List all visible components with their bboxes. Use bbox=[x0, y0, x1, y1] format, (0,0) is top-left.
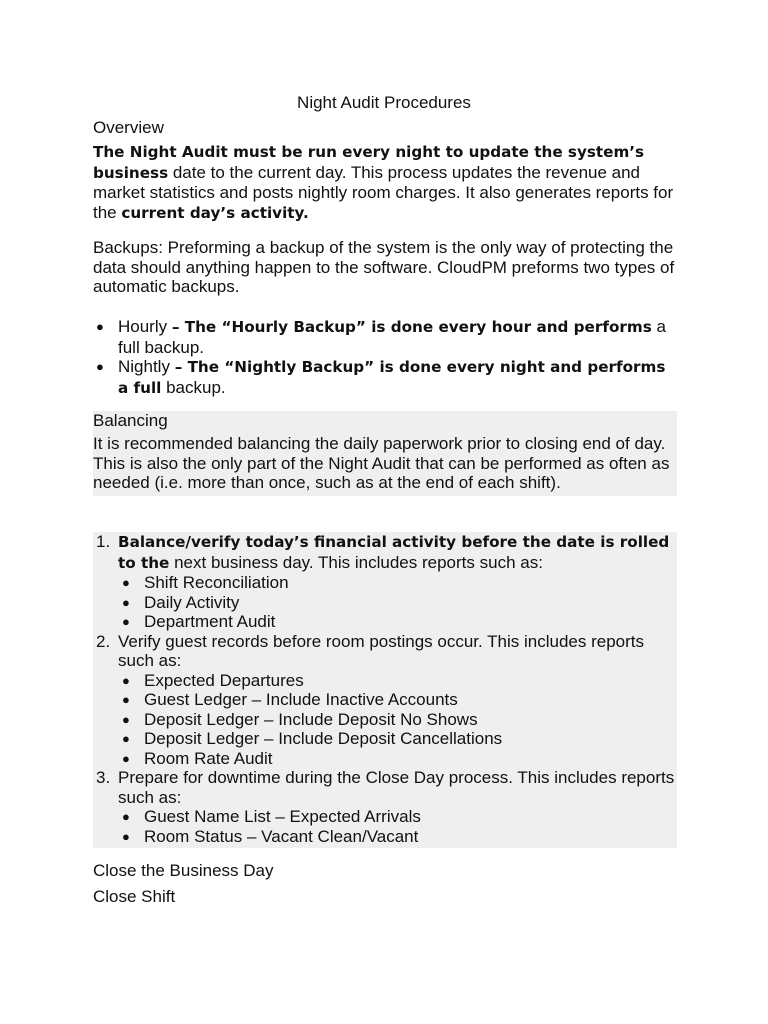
bullet-icon: ● bbox=[122, 750, 130, 766]
list-item: ● Guest Name List – Expected Arrivals bbox=[122, 807, 421, 826]
report-sublist bbox=[93, 573, 677, 632]
bullet-icon: ● bbox=[122, 594, 130, 610]
overview-heading: Overview bbox=[93, 118, 164, 137]
report-sublist bbox=[93, 807, 677, 846]
backup-types-list bbox=[93, 317, 677, 398]
balancing-paragraph: It is recommended balancing the daily paperwork prior to closing end of day. This is also the only part of the Night Audit that can be performed as often as needed (i.e. more than once, such as at the end of each shift). bbox=[93, 434, 670, 492]
list-item: ● Room Status – Vacant Clean/Vacant bbox=[122, 826, 419, 846]
bullet-icon: ● bbox=[122, 828, 130, 844]
close-shift-heading: Close Shift bbox=[93, 887, 176, 906]
list-item: ● Shift Reconciliation bbox=[122, 573, 289, 592]
list-item: ● Deposit Ledger – Include Deposit No Shows bbox=[122, 709, 478, 729]
bullet-icon: ● bbox=[122, 711, 130, 727]
list-item: ● Guest Ledger – Include Inactive Accounts bbox=[122, 690, 458, 709]
overview-text: date to the current day. This process updates the revenue and market statistics and posts nightly room charges. It also generates reports for the bbox=[93, 162, 674, 222]
list-item: 2. Verify guest records before room postings occur. This includes reports such as: bbox=[96, 631, 644, 670]
bullet-icon: ● bbox=[122, 672, 130, 688]
close-business-day-heading: Close the Business Day bbox=[93, 861, 274, 880]
bullet-icon: ● bbox=[122, 809, 130, 824]
bullet-icon: ● bbox=[122, 575, 130, 590]
balancing-heading: Balancing bbox=[93, 411, 168, 430]
bullet-icon: ● bbox=[122, 614, 130, 629]
bullet-icon: ● bbox=[96, 319, 104, 334]
backups-paragraph: Backups: Preforming a backup of the system is the only way of protecting the data should anything happen to the software. CloudPM preforms two types of automatic backups. bbox=[93, 238, 675, 296]
overview-bold-lead: The Night Audit must be run every night to update the system’s business bbox=[93, 143, 645, 182]
bullet-icon: ● bbox=[96, 359, 104, 374]
page-title: Night Audit Procedures bbox=[297, 93, 471, 112]
overview-paragraph bbox=[93, 142, 677, 223]
list-item: 1. Balance/verify today’s financial activity before the date is rolled to the next business day. This includes reports such as: bbox=[96, 532, 670, 572]
list-item: ● Nightly – The “Nightly Backup” is done every night and performs a full backup. bbox=[96, 357, 666, 397]
list-item: ● Department Audit bbox=[122, 612, 276, 631]
bullet-icon: ● bbox=[122, 731, 130, 746]
overview-bold-tail: current day’s activity. bbox=[121, 203, 309, 222]
list-item: ● Expected Departures bbox=[122, 670, 304, 690]
list-item: ● Daily Activity bbox=[122, 592, 240, 612]
list-item: 3. Prepare for downtime during the Close Day process. This includes reports such as: bbox=[96, 768, 675, 807]
steps-list bbox=[93, 532, 677, 848]
list-item: ● Deposit Ledger – Include Deposit Cancellations bbox=[122, 729, 503, 748]
list-item: ● Hourly – The “Hourly Backup” is done every hour and performs a full backup. bbox=[96, 317, 666, 357]
report-sublist bbox=[93, 671, 677, 769]
list-item: ● Room Rate Audit bbox=[122, 748, 273, 768]
bullet-icon: ● bbox=[122, 692, 130, 707]
balancing-section bbox=[93, 411, 677, 496]
